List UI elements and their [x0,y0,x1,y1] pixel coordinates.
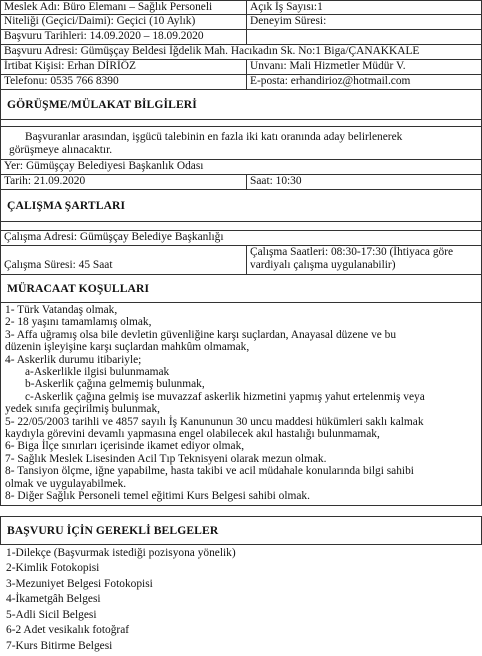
belge-item: 4-İkametgâh Belgesi [6,593,101,606]
gorusme-yer-cell: Yer: Gümüşçay Belediyesi Başkanlık Odası [4,160,204,172]
eposta-cell: E-posta: erhandirioz@hotmail.com [246,75,481,89]
muracaat-item: 4- Askerlik durumu itibariyle; [5,353,142,366]
gorusme-saat-cell: Saat: 10:30 [246,175,481,189]
belge-item: 7-Kurs Bitirme Belgesi [6,640,113,653]
gorusme-text [0,126,482,160]
gorusme-tarih-cell: Tarih: 21.09.2020 [4,175,86,187]
muracaat-item: 3- Affa uğramış olsa bile devletin güvenliğine karşı suçlardan, Anayasal düzene ve bu [5,328,397,341]
muracaat-item: 8- Tansiyon ölçme, iğne yapabilme, hasta takibi ve acil müdahale konularında bilgi sahibi [5,465,414,478]
basvuru-tarih-cell: Başvuru Tarihleri: 14.09.2020 – 18.09.2020 [4,30,204,42]
muracaat-item: düzenin işleyişine karşı suçlardan mahkûm olmamak, [5,341,250,354]
muracaat-subitem: b-Askerlik çağına gelmemiş bulunmak, [25,378,205,391]
belge-item: 2-Kimlik Fotokopisi [6,562,100,575]
belgeler-heading: BAŞVURU İÇİN GEREKLİ BELGELER [0,516,482,545]
basvuru-adres-cell: Başvuru Adresi: Gümüşçay Beldesi İğdelik Mah. Hacıkadın Sk. No:1 Biga/ÇANAKKALE [4,45,420,57]
muracaat-item: 2- 18 yaşını tamamlamış olmak, [5,316,152,329]
calisma-adres-cell: Çalışma Adresi: Gümüşçay Belediye Başkanlığı [4,231,224,243]
deneyim-cell: Deneyim Süresi: [246,15,481,29]
muracaat-item: 5- 22/05/2003 tarihli ve 4857 sayılı İş Kanununun 30 uncu maddesi hükümleri saklı kalmak [5,415,424,428]
muracaat-item: olmak ve uygulayabilmek. [5,477,127,490]
calisma-saatler-line2: vardiyalı çalışma uygulanabilir) [250,259,396,271]
belge-item: 3-Mezuniyet Belgesi Fotokopisi [6,577,153,590]
empty-cell [246,30,481,44]
muracaat-item: 1- Türk Vatandaş olmak, [5,304,118,316]
job-info-table [0,0,482,90]
muracaat-subitem: a-Askerlikle ilgisi bulunmamak [25,366,170,379]
muracaat-item: 6- Biga İlçe sınırları içerisinde ikamet ediyor olmak, [5,440,245,453]
muracaat-item: 8- Diğer Sağlık Personeli temel eğitimi Kurs Belgesi sahibi olmak. [5,490,310,503]
calisma-saatler-line1: Çalışma Saatleri: 08:30-17:30 (İhtiyaca göre [250,246,454,258]
gorusme-section [0,90,482,190]
gorusme-text-line2: görüşmeye alınacaktır. [9,144,113,156]
belge-item: 6-2 Adet vesikalık fotoğraf [6,624,130,637]
meslek-cell: Meslek Adı: Büro Elemanı – Sağlık Personeli [4,1,213,13]
muracaat-item: yedek sınıfa geçirilmiş bulunmak, [5,403,161,416]
calisma-saatler-cell [246,246,481,274]
acik-is-cell: Açık İş Sayısı:1 [246,1,481,14]
unvan-cell: Unvanı: Mali Hizmetler Müdür V. [246,60,481,74]
belge-item: 1-Dilekçe (Başvurmak istediği pozisyona yönelik) [6,546,236,559]
calisma-sure-cell: Çalışma Süresi: 45 Saat [4,259,113,271]
muracaat-subitem: c-Askerlik çağına gelmiş ise muvazzaf askerlik hizmetini yapmış yahut ertelenmiş veya [25,390,425,403]
muracaat-list [0,303,482,506]
gorusme-heading: GÖRÜŞME/MÜLAKAT BİLGİLERİ [0,90,482,120]
belge-item: 5-Adli Sicil Belgesi [6,608,97,621]
muracaat-heading: MÜRACAAT KOŞULLARI [0,275,482,303]
muracaat-item: kaydıyla görevini devamlı yapmasına engel olabilecek akıl hastalığı bulunmamak, [5,428,380,441]
muracaat-section [0,275,482,506]
belgeler-list [0,545,482,656]
nitelik-cell: Niteliği (Geçici/Daimi): Geçici (10 Aylık) [4,15,196,27]
irtibat-cell: İrtibat Kişisi: Erhan DİRİÖZ [4,60,136,72]
calisma-section [0,190,482,275]
gorusme-text-line1: Başvuranlar arasından, işgücü talebinin en fazla iki katı oranında aday belirlenerek [25,131,403,143]
belgeler-section [0,516,482,656]
telefon-cell: Telefonu: 0535 766 8390 [4,75,119,87]
calisma-heading: ÇALIŞMA ŞARTLARI [0,190,482,222]
muracaat-item: 7- Sağlık Meslek Lisesinden Acil Tıp Teknisyeni olarak mezun olmak. [5,452,327,465]
